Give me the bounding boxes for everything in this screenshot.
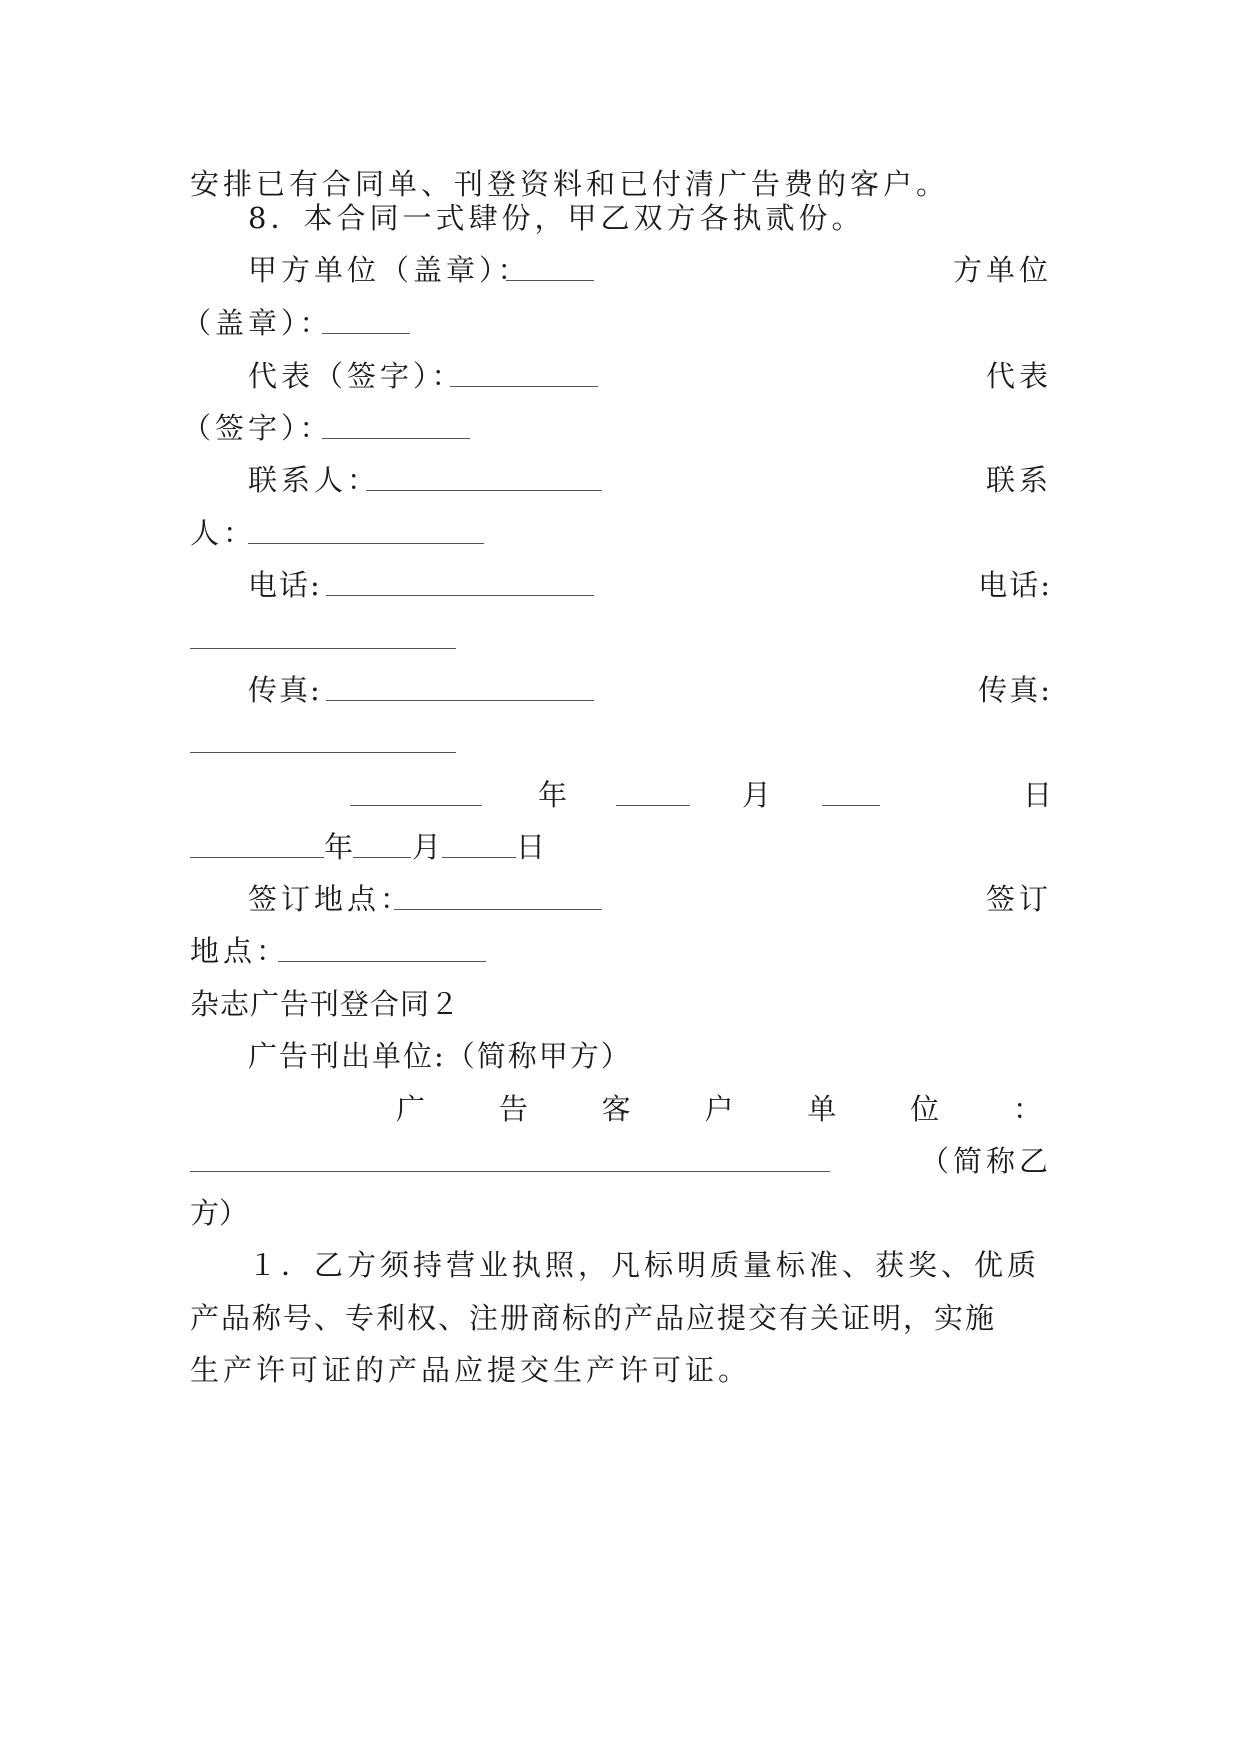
party-b-place-blank[interactable] — [278, 961, 486, 962]
client-unit-blank[interactable] — [190, 1171, 830, 1172]
char: 位 — [910, 1092, 940, 1126]
party-a-place-label: 签订地点： — [248, 882, 414, 916]
char: 单 — [807, 1092, 837, 1126]
party-b-phone-label: 电话: — [978, 568, 1052, 602]
party-b-day-label: 日 — [516, 830, 546, 864]
party-b-fax-label: 传真: — [978, 673, 1052, 707]
clause-1-end — [190, 1350, 1052, 1390]
text: 8．本合同一式肆份，甲乙双方各执贰份。 — [248, 201, 865, 235]
party-b-month-label: 月 — [412, 830, 442, 864]
party-b-unit-label-end: （盖章）： — [182, 306, 333, 340]
text: 方） — [190, 1196, 249, 1230]
party-b-year-blank[interactable] — [190, 857, 324, 858]
party-b-contact-label-start: 联系 — [985, 463, 1052, 497]
party-b-fax-row — [190, 722, 1052, 762]
party-b-rep-label-end: （签字）： — [182, 411, 333, 445]
party-b-place-label-start: 签订 — [985, 882, 1052, 916]
party-b-phone-blank[interactable] — [190, 648, 456, 649]
party-a-fax-label: 传真: — [248, 673, 322, 707]
client-abbr-row — [190, 1193, 1052, 1233]
client-unit-row — [190, 1089, 1052, 1129]
text: 安排已有合同单、刊登资料和已付清广告费的客户。 — [190, 167, 950, 201]
publisher-row — [190, 1036, 1052, 1076]
publisher-label: 广告刊出单位:（简称甲方） — [248, 1039, 632, 1073]
party-b-fax-blank[interactable] — [190, 752, 456, 753]
clause-1-continued — [190, 1298, 1052, 1338]
party-a-rep-label: 代表（签字）： — [248, 359, 465, 393]
party-a-year-label: 年 — [538, 778, 568, 812]
party-a-place-row — [190, 879, 1052, 919]
party-a-contact-row — [190, 460, 1052, 500]
party-b-rep-row — [182, 408, 1052, 448]
client-unit-label — [396, 1089, 1042, 1129]
char: 客 — [601, 1092, 631, 1126]
client-unit-blank-row — [190, 1141, 1052, 1181]
party-a-contact-label: 联系人： — [248, 463, 381, 497]
party-a-phone-blank[interactable] — [326, 595, 594, 596]
party-a-day-label: 日 — [1022, 778, 1052, 812]
text: 产品称号、专利权、注册商标的产品应提交有关证明，实施 — [190, 1301, 997, 1335]
party-b-phone-row — [190, 618, 1052, 658]
contract-2-title — [190, 984, 1052, 1024]
client-abbr-label: （简称乙 — [919, 1144, 1052, 1178]
party-a-fax-blank[interactable] — [326, 700, 594, 701]
text: 生产许可证的产品应提交生产许可证。 — [190, 1353, 752, 1387]
party-b-rep-label-start: 代表 — [985, 359, 1052, 393]
party-b-unit-label-start: 方单位 — [952, 253, 1052, 287]
party-a-year-blank[interactable] — [350, 805, 482, 806]
party-a-contact-blank[interactable] — [366, 490, 602, 491]
party-a-unit-row — [190, 250, 1052, 290]
party-a-month-label: 月 — [742, 778, 772, 812]
party-b-unit-blank[interactable] — [322, 333, 410, 334]
clause-1 — [190, 1245, 1052, 1285]
clause-8 — [190, 198, 1052, 238]
party-a-unit-label: 甲方单位（盖章）： — [248, 253, 531, 287]
party-b-contact-label-end: 人： — [190, 516, 257, 550]
party-a-fax-row — [190, 670, 1052, 710]
party-a-rep-row — [190, 356, 1052, 396]
party-a-rep-blank[interactable] — [450, 386, 598, 387]
party-b-contact-row — [190, 513, 1052, 553]
text: １．乙方须持营业执照，凡标明质量标准、获奖、优质 — [248, 1248, 1041, 1282]
party-b-unit-row — [182, 303, 1052, 343]
party-b-rep-blank[interactable] — [322, 438, 470, 439]
party-b-place-label-end: 地点： — [190, 934, 290, 968]
party-b-year-label: 年 — [324, 830, 354, 864]
text: 杂志广告刊登合同２ — [190, 987, 461, 1021]
party-a-phone-row — [190, 565, 1052, 605]
party-a-date-row — [190, 775, 1052, 815]
party-a-unit-blank[interactable] — [506, 280, 594, 281]
party-a-month-blank[interactable] — [616, 805, 690, 806]
char: 告 — [498, 1092, 528, 1126]
party-b-date-row — [190, 827, 1052, 867]
party-b-month-blank[interactable] — [353, 857, 411, 858]
party-a-phone-label: 电话: — [248, 568, 322, 602]
char: 广 — [396, 1092, 426, 1126]
party-a-day-blank[interactable] — [822, 805, 880, 806]
party-a-place-blank[interactable] — [394, 909, 602, 910]
char: 户 — [704, 1092, 734, 1126]
char: ： — [1012, 1092, 1042, 1126]
party-b-contact-blank[interactable] — [248, 543, 484, 544]
party-b-place-row — [190, 931, 1052, 971]
party-b-day-blank[interactable] — [442, 857, 516, 858]
